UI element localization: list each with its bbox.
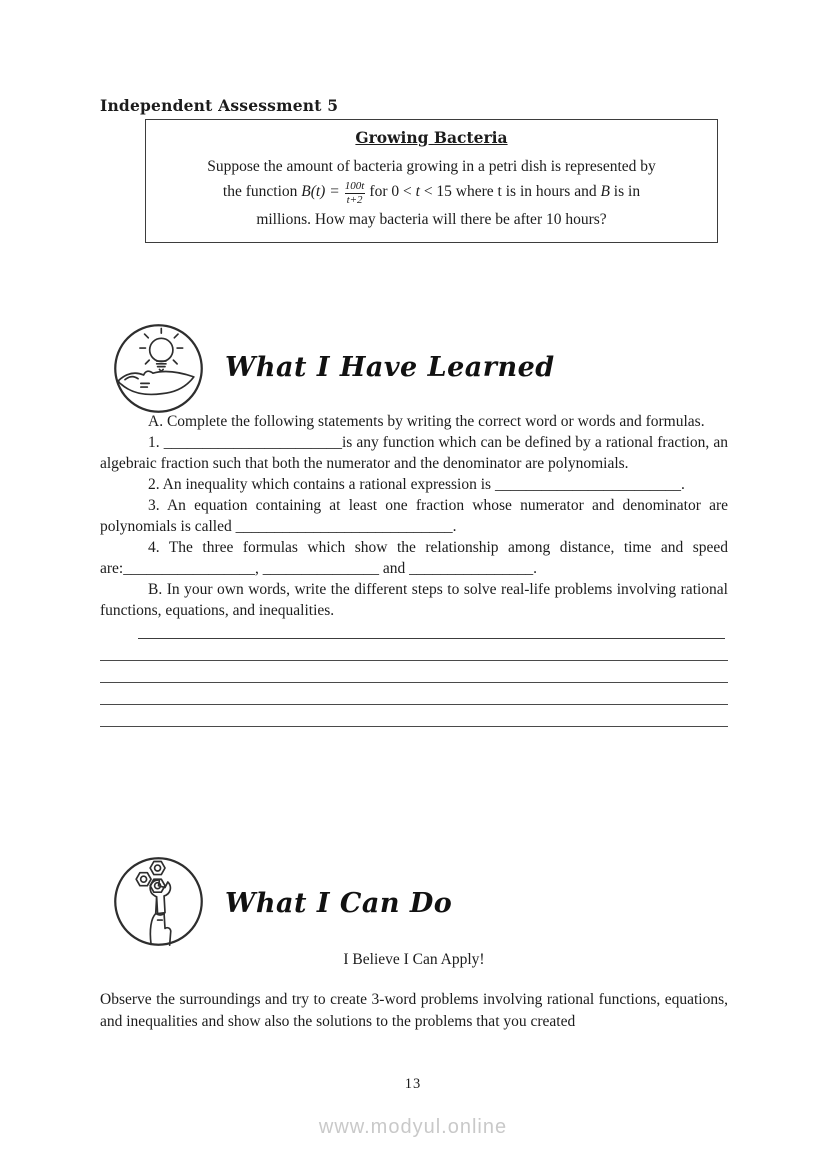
activity-instructions: Observe the surroundings and try to create 3-word problems involving rational functions, equations, and inequalities and show also the solutions to the problems that you created bbox=[100, 991, 728, 1030]
statement-part-b: B. In your own words, write the different steps to solve real-life problems involving rational functions, equations, and inequalities. bbox=[100, 581, 728, 619]
formula-lhs: B(t) = bbox=[301, 183, 344, 200]
problem-box-formula-line bbox=[159, 179, 704, 207]
writing-line bbox=[100, 705, 728, 727]
fraction-denominator: t+2 bbox=[346, 194, 363, 207]
lightbulb-in-hand-icon bbox=[112, 321, 205, 416]
writing-line bbox=[138, 621, 725, 639]
hand-with-wrench-icon bbox=[112, 853, 205, 948]
problem-box-line1: Suppose the amount of bacteria growing in a petri dish is represented by bbox=[207, 158, 656, 175]
formula-post: is in bbox=[609, 183, 641, 200]
problem-box bbox=[145, 119, 718, 243]
formula-t: t bbox=[415, 183, 420, 200]
fraction-numerator: 100t bbox=[344, 179, 365, 192]
writing-line bbox=[100, 661, 728, 683]
problem-box-line3: millions. How may bacteria will there be after 10 hours? bbox=[256, 211, 607, 229]
activity-subtitle: I Believe I Can Apply! bbox=[343, 951, 485, 968]
page-title: Independent Assessment 5 bbox=[100, 96, 339, 115]
statement-item-2: 2. An inequality which contains a rational expression is ________________________. bbox=[148, 476, 685, 493]
writing-line bbox=[100, 639, 728, 661]
watermark: www.modyul.online bbox=[318, 1116, 508, 1138]
learned-section-body bbox=[100, 411, 728, 727]
section-heading-what-i-have-learned: What I Have Learned bbox=[225, 352, 555, 383]
statement-item-3: 3. An equation containing at least one fraction whose numerator and denominator are polynomials is called ____________________________. bbox=[100, 497, 728, 535]
statement-item-1: 1. _______________________is any function which can be defined by a rational fraction, an algebraic fraction such that both the numerator and the denominator are polynomials. bbox=[100, 434, 728, 472]
formula-B: B bbox=[600, 183, 610, 200]
statement-item-4: 4. The three formulas which show the relationship among distance, time and speed are:_________________, _______________ and ________________. bbox=[100, 539, 728, 577]
page-number: 13 bbox=[404, 1076, 422, 1092]
section-heading-what-i-can-do: What I Can Do bbox=[225, 888, 453, 919]
statement-intro: A. Complete the following statements by writing the correct word or words and formulas. bbox=[148, 413, 705, 430]
formula-mid: for 0 < bbox=[365, 183, 416, 200]
writing-line bbox=[100, 683, 728, 705]
answer-writing-lines bbox=[100, 621, 728, 727]
formula-mid2: < 15 where t is in hours and bbox=[419, 183, 601, 200]
formula-pre: the function bbox=[222, 183, 302, 200]
problem-box-title: Growing Bacteria bbox=[355, 128, 508, 147]
formula-fraction bbox=[344, 180, 366, 207]
